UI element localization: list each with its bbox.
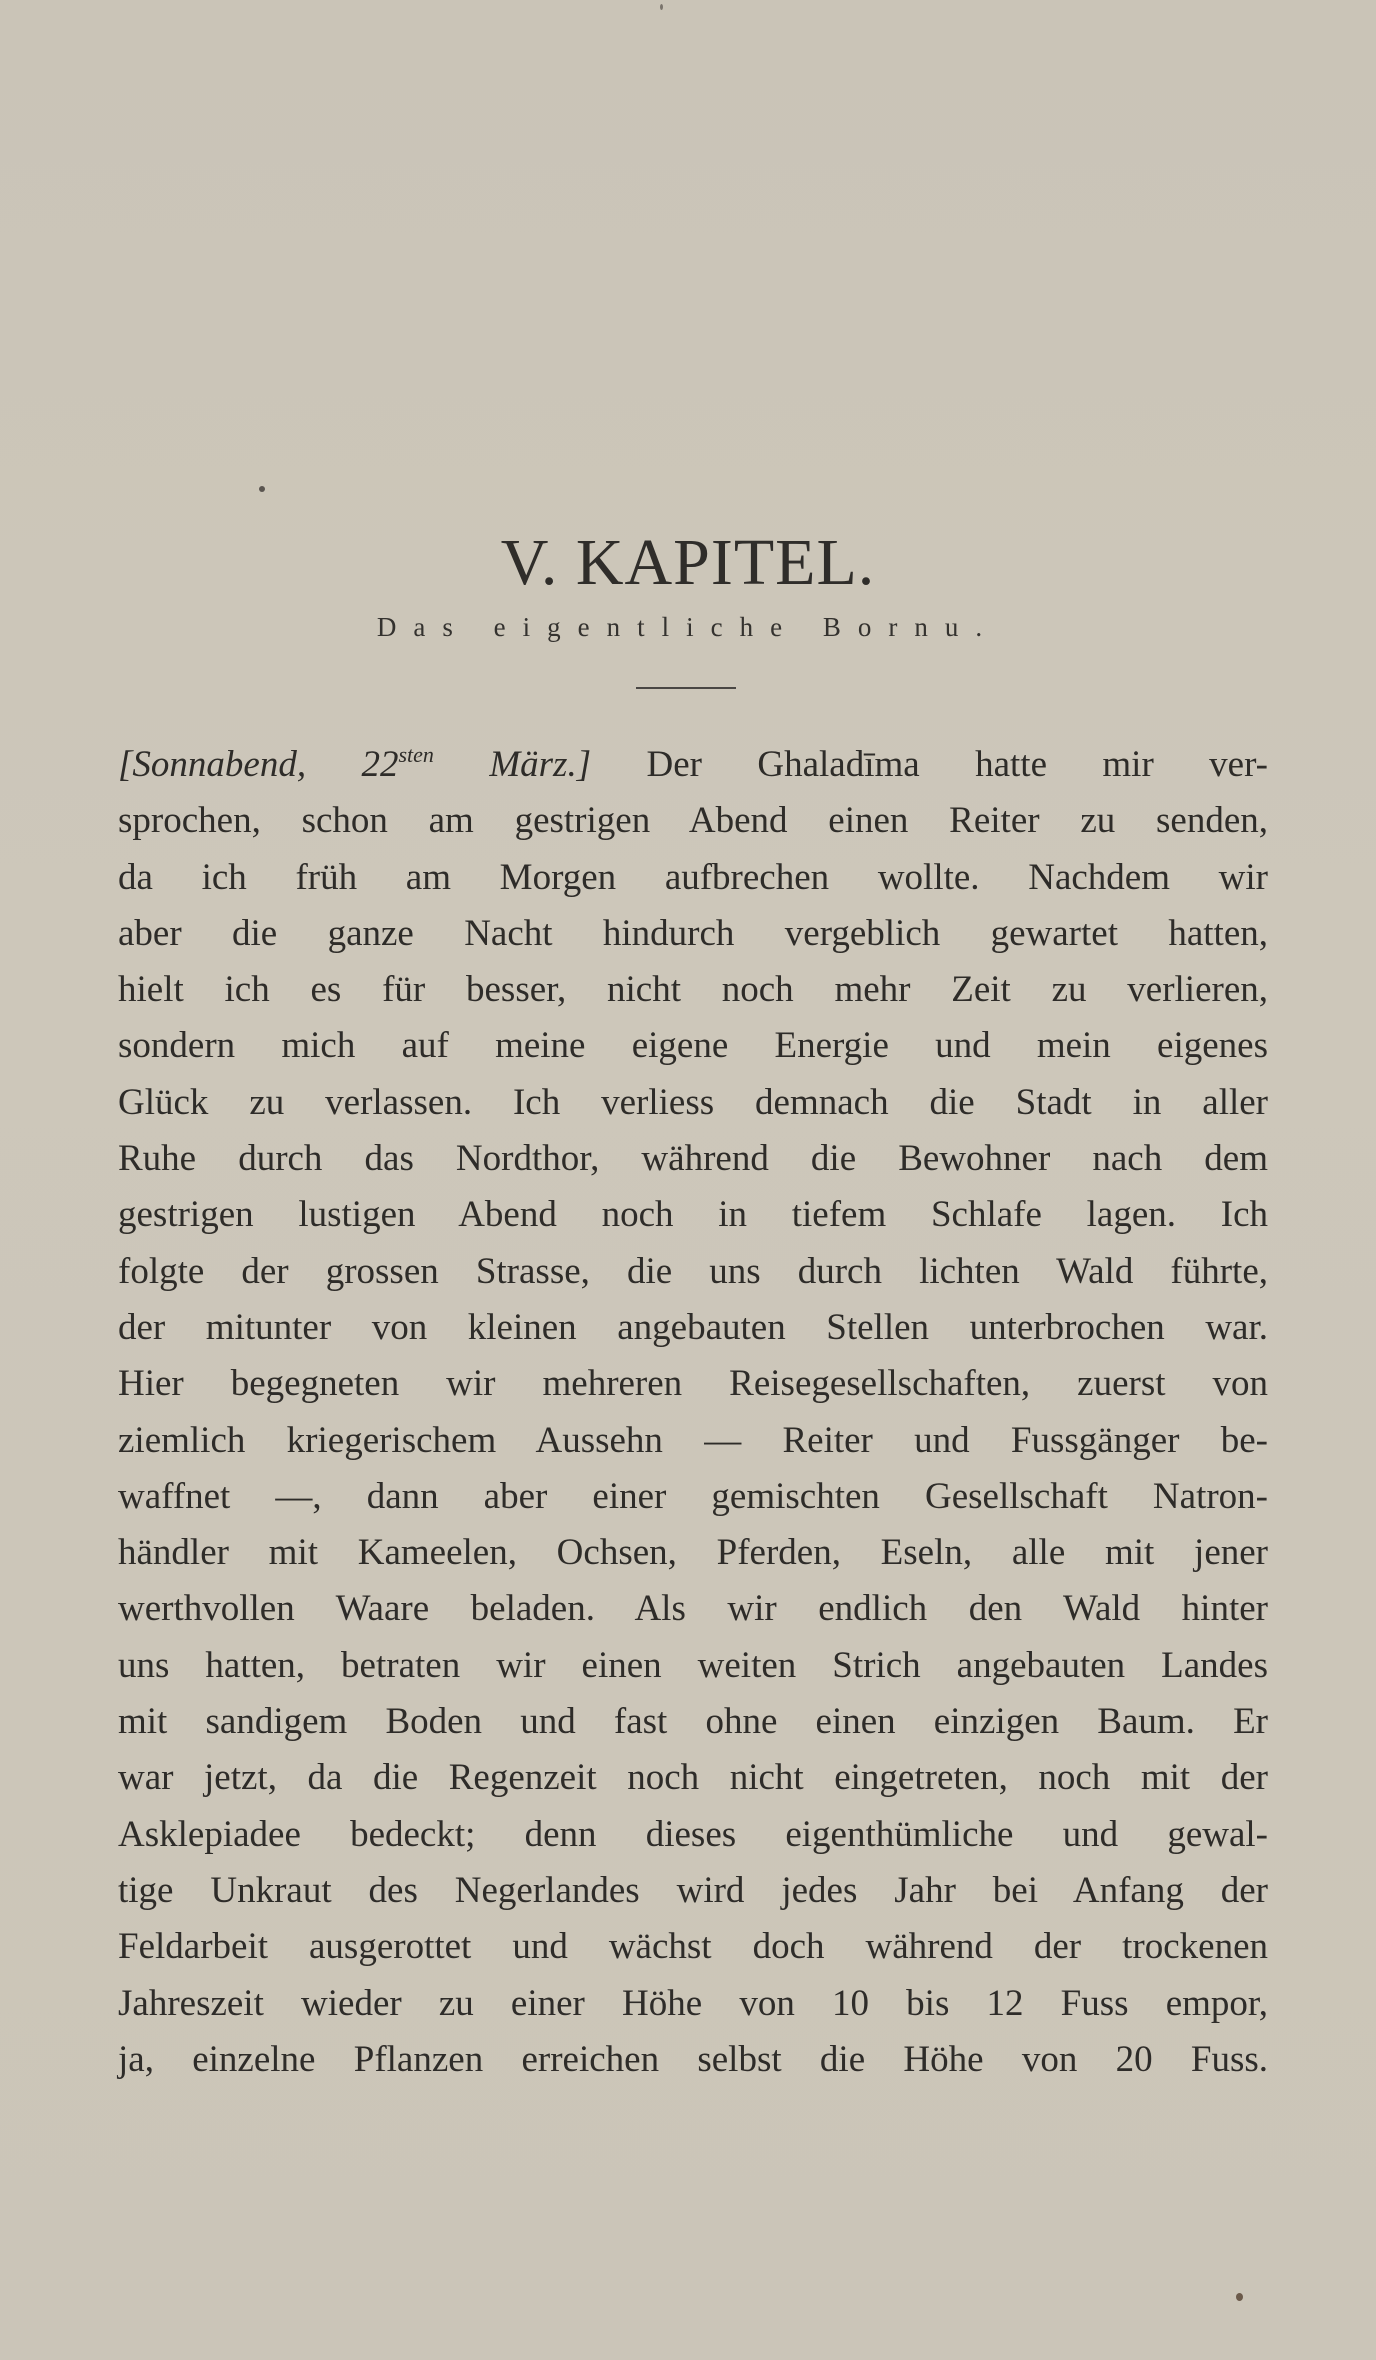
text-line-15: händler mit Kameelen, Ochsen, Pferden, Eseln, alle mit jener xyxy=(118,1532,1268,1574)
text-line-6: sondern mich auf meine eigene Energie und mein eigenes xyxy=(118,1025,1268,1067)
text-line-13: ziemlich kriegerischem Aussehn — Reiter und Fussgänger be- xyxy=(118,1419,1268,1461)
paper-speck xyxy=(1236,2293,1243,2301)
text-line-11: der mitunter von kleinen angebauten Stellen unterbrochen war. xyxy=(118,1306,1268,1348)
dateline-superscript: sten xyxy=(398,742,434,767)
heading-divider xyxy=(636,687,736,689)
text-line-1 xyxy=(118,727,1268,793)
text-line-5: hielt ich es für besser, nicht noch mehr Zeit zu verlieren, xyxy=(118,969,1268,1011)
text-line-9: gestrigen lustigen Abend noch in tiefem Schlafe lagen. Ich xyxy=(118,1194,1268,1236)
text-line-19: war jetzt, da die Regenzeit noch nicht eingetreten, noch mit der xyxy=(118,1757,1268,1799)
text-line-14: waffnet —, dann aber einer gemischten Gesellschaft Natron- xyxy=(118,1475,1268,1517)
text-line-18: mit sandigem Boden und fast ohne einen einzigen Baum. Er xyxy=(118,1701,1268,1743)
dateline-bracket-open: [ xyxy=(118,744,133,785)
dateline-bracket-close: ] xyxy=(576,744,592,785)
text-line-8: Ruhe durch das Nordthor, während die Bewohner nach dem xyxy=(118,1138,1268,1180)
text-line-4: aber die ganze Nacht hindurch vergeblich gewartet hatten, xyxy=(118,912,1268,954)
text-line-23: Jahreszeit wieder zu einer Höhe von 10 bis 12 Fuss empor, xyxy=(118,1982,1268,2024)
text-line-3: da ich früh am Morgen aufbrechen wollte. Nachdem wir xyxy=(118,856,1268,898)
text-line-24: ja, einzelne Pflanzen erreichen selbst die Höhe von 20 Fuss. xyxy=(118,2038,1268,2080)
text-line-17: uns hatten, betraten wir einen weiten Strich angebauten Landes xyxy=(118,1644,1268,1686)
text-line-12: Hier begegneten wir mehreren Reisegesellschaften, zuerst von xyxy=(118,1363,1268,1405)
paper-speck xyxy=(660,4,663,10)
chapter-heading: V. KAPITEL. xyxy=(500,526,876,599)
dateline xyxy=(118,744,591,785)
text-line-20: Asklepiadee bedeckt; denn dieses eigenthümliche und gewal- xyxy=(118,1813,1268,1855)
text-line-22: Feldarbeit ausgerottet und wächst doch während der trockenen xyxy=(118,1926,1268,1968)
text-line-2: sprochen, schon am gestrigen Abend einen Reiter zu senden, xyxy=(118,800,1268,842)
dateline-day: Sonnabend, 22 xyxy=(132,744,399,785)
chapter-subtitle: Das eigentliche Bornu. xyxy=(376,612,1000,642)
text-line-1-rest: Der Ghaladīma hatte mir ver- xyxy=(591,744,1268,785)
chapter-body xyxy=(118,727,1268,2088)
text-line-16: werthvollen Waare beladen. Als wir endlich den Wald hinter xyxy=(118,1588,1268,1630)
text-line-21: tige Unkraut des Negerlandes wird jedes Jahr bei Anfang der xyxy=(118,1869,1268,1911)
dateline-month: März. xyxy=(433,744,577,785)
paper-speck xyxy=(259,486,265,492)
text-line-10: folgte der grossen Strasse, die uns durch lichten Wald führte, xyxy=(118,1250,1268,1292)
text-line-7: Glück zu verlassen. Ich verliess demnach die Stadt in aller xyxy=(118,1081,1268,1123)
